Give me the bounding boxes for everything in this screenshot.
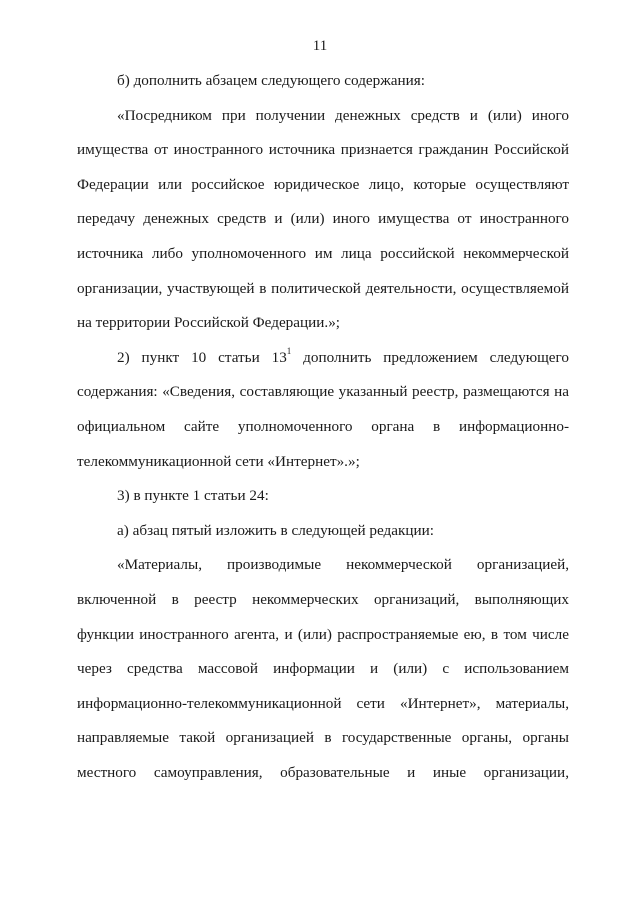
text-line [77, 341, 569, 376]
document-body [77, 64, 569, 790]
paragraph-item-3 [77, 479, 569, 514]
text-line: передачу денежных средств и (или) иного имущества от иностранного [77, 210, 569, 228]
text-line: «Материалы, производимые некоммерческой организацией, [117, 556, 569, 574]
superscript: 1 [286, 345, 292, 356]
paragraph-item-2 [77, 341, 569, 479]
text-line: «Посредником при получении денежных средств и (или) иного [117, 106, 569, 124]
line-text: 2) пункт 10 статьи 13 [117, 348, 287, 366]
text-line: функции иностранного агента, и (или) распространяемые ею, в том числе [77, 625, 569, 643]
text-line: через средства массовой информации и (или) с использованием [77, 660, 569, 678]
text-line: а) абзац пятый изложить в следующей редакции: [117, 521, 434, 539]
page-number: 11 [312, 38, 328, 54]
paragraph-intermediary-definition [77, 99, 569, 341]
text-line: организации, участвующей в политической деятельности, осуществляемой [77, 279, 569, 297]
text-line: включенной в реестр некоммерческих организаций, выполняющих [77, 590, 569, 608]
paragraph-amend-b [77, 64, 569, 99]
text-line: б) дополнить абзацем следующего содержания: [117, 72, 425, 89]
text-line: направляемые такой организацией в государственные органы, органы [77, 729, 569, 747]
text-line: местного самоуправления, образовательные и иные организации, [77, 763, 569, 781]
text-line: официальном сайте уполномоченного органа в информационно- [77, 417, 569, 435]
text-line: информационно-телекоммуникационной сети «Интернет», материалы, [77, 694, 569, 712]
paragraph-materials [77, 548, 569, 790]
text-line: содержания: «Сведения, составляющие указанный реестр, размещаются на [77, 383, 569, 401]
text-line: Федерации или российское юридическое лицо, которые осуществляют [77, 175, 569, 193]
text-line: имущества от иностранного источника признается гражданин Российской [77, 141, 569, 159]
text-line: телекоммуникационной сети «Интернет».»; [77, 452, 360, 470]
line-text: дополнить предложением следующего [291, 348, 569, 366]
paragraph-subitem-a [77, 514, 569, 549]
text-line: 3) в пункте 1 статьи 24: [117, 487, 269, 505]
text-line: источника либо уполномоченного им лица российской некоммерческой [77, 244, 569, 262]
text-line: на территории Российской Федерации.»; [77, 314, 341, 332]
